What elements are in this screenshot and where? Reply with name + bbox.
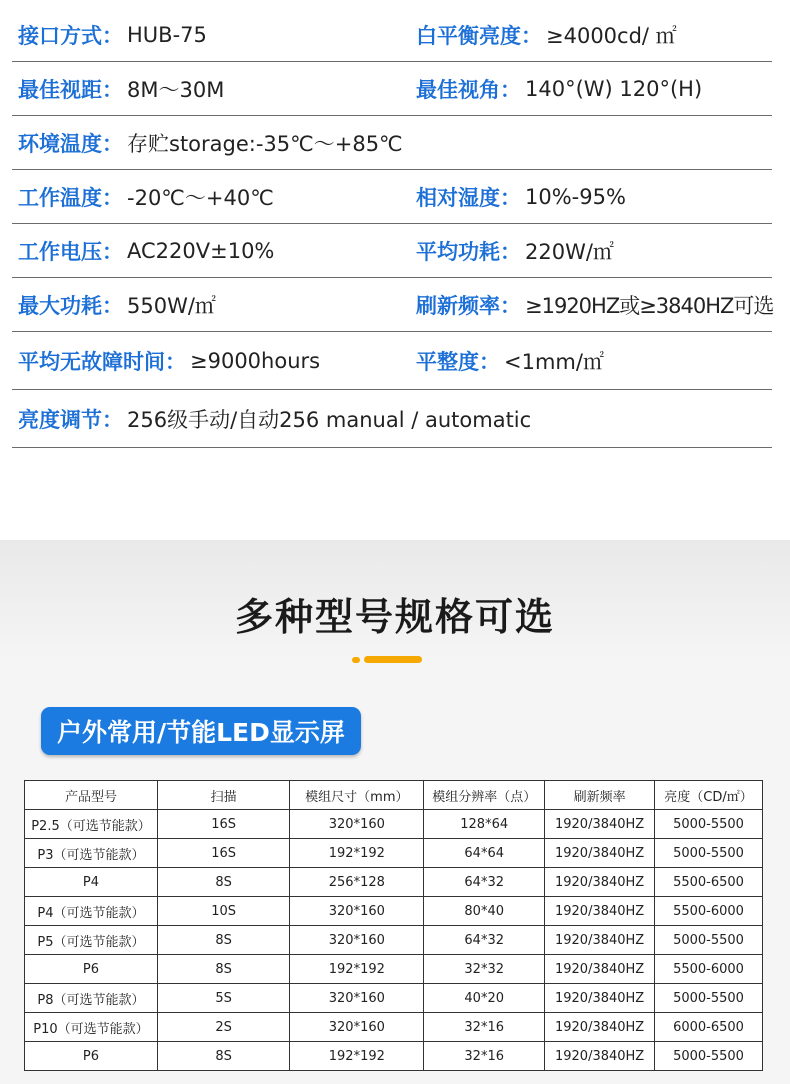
title-underline-dot xyxy=(352,657,360,663)
spec-item xyxy=(18,170,274,223)
spec-item xyxy=(18,278,216,331)
spec-value: -20℃～+40℃ xyxy=(127,185,274,210)
spec-value: 550W/㎡ xyxy=(127,293,216,318)
cell-module-size: 320*160 xyxy=(290,897,424,926)
spec-label: 平整度： xyxy=(416,349,500,374)
table-row xyxy=(25,955,763,984)
spec-row-distance xyxy=(12,62,772,116)
cell-resolution: 32*32 xyxy=(424,955,545,984)
table-row xyxy=(25,868,763,897)
cell-refresh: 1920/3840HZ xyxy=(545,810,655,839)
cell-module-size: 192*192 xyxy=(290,955,424,984)
spec-item xyxy=(416,332,604,389)
cell-model: P4（可选节能款） xyxy=(25,897,158,926)
spec-value: 140°(W) 120°(H) xyxy=(525,76,703,101)
cell-module-size: 320*160 xyxy=(290,1013,424,1042)
cell-brightness: 5000-5500 xyxy=(655,984,763,1013)
cell-brightness: 5000-5500 xyxy=(655,926,763,955)
cell-resolution: 32*16 xyxy=(424,1042,545,1071)
table-row xyxy=(25,839,763,868)
spec-item xyxy=(18,62,224,115)
cell-brightness: 5500-6000 xyxy=(655,955,763,984)
cell-refresh: 1920/3840HZ xyxy=(545,897,655,926)
cell-brightness: 6000-6500 xyxy=(655,1013,763,1042)
cell-model: P3（可选节能款） xyxy=(25,839,158,868)
spec-label: 刷新频率： xyxy=(416,293,521,318)
cell-scan: 2S xyxy=(157,1013,289,1042)
spec-row-work-temp xyxy=(12,170,772,224)
spec-item xyxy=(18,224,274,277)
cell-refresh: 1920/3840HZ xyxy=(545,926,655,955)
cell-brightness: 5000-5500 xyxy=(655,1042,763,1071)
cell-model: P6 xyxy=(25,1042,158,1071)
spec-item xyxy=(18,8,207,61)
cell-module-size: 256*128 xyxy=(290,868,424,897)
table-row xyxy=(25,897,763,926)
cell-scan: 5S xyxy=(157,984,289,1013)
spec-item xyxy=(416,224,614,277)
spec-value: AC220V±10% xyxy=(127,238,275,263)
cell-module-size: 320*160 xyxy=(290,926,424,955)
cell-module-size: 320*160 xyxy=(290,984,424,1013)
table-row xyxy=(25,1042,763,1071)
category-badge: 户外常用/节能LED显示屏 xyxy=(41,707,361,755)
spec-item xyxy=(416,278,790,331)
spec-item xyxy=(18,332,320,389)
spec-item xyxy=(416,62,702,115)
cell-brightness: 5500-6500 xyxy=(655,868,763,897)
spec-row-brightness-adjust xyxy=(12,390,772,448)
cell-scan: 8S xyxy=(157,955,289,984)
col-header-refresh: 刷新频率 xyxy=(545,781,655,810)
spec-value: 10%-95% xyxy=(525,184,626,209)
spec-item xyxy=(416,170,626,223)
cell-module-size: 192*192 xyxy=(290,839,424,868)
spec-item xyxy=(18,116,403,169)
spec-label: 最大功耗： xyxy=(18,293,123,318)
spec-label: 工作电压： xyxy=(18,239,123,264)
col-header-model: 产品型号 xyxy=(25,781,158,810)
spec-item xyxy=(18,390,531,447)
cell-refresh: 1920/3840HZ xyxy=(545,984,655,1013)
spec-value: <1mm/㎡ xyxy=(504,349,604,374)
spec-value: ≥4000cd/ ㎡ xyxy=(546,23,677,48)
spec-row-interface xyxy=(12,8,772,62)
spec-value: 256级手动/自动256 manual / automatic xyxy=(127,407,532,432)
cell-scan: 8S xyxy=(157,926,289,955)
cell-module-size: 320*160 xyxy=(290,810,424,839)
spec-label: 平均功耗： xyxy=(416,239,521,264)
cell-resolution: 128*64 xyxy=(424,810,545,839)
spec-row-environment xyxy=(12,116,772,170)
cell-scan: 8S xyxy=(157,1042,289,1071)
cell-refresh: 1920/3840HZ xyxy=(545,868,655,897)
table-row xyxy=(25,984,763,1013)
spec-item xyxy=(416,8,677,61)
cell-model: P5（可选节能款） xyxy=(25,926,158,955)
cell-resolution: 32*16 xyxy=(424,1013,545,1042)
spec-label: 白平衡亮度： xyxy=(416,23,542,48)
models-section xyxy=(0,540,790,1084)
model-spec-table xyxy=(24,780,763,1071)
cell-module-size: 192*192 xyxy=(290,1042,424,1071)
spec-value: 220W/㎡ xyxy=(525,239,614,264)
title-underline-bar xyxy=(364,656,422,663)
spec-value: 存贮storage:-35℃～+85℃ xyxy=(127,131,403,156)
cell-model: P10（可选节能款） xyxy=(25,1013,158,1042)
table-row xyxy=(25,1013,763,1042)
cell-resolution: 40*20 xyxy=(424,984,545,1013)
spec-section xyxy=(0,0,790,540)
spec-label: 亮度调节： xyxy=(18,407,123,432)
cell-model: P2.5（可选节能款） xyxy=(25,810,158,839)
cell-model: P8（可选节能款） xyxy=(25,984,158,1013)
cell-scan: 16S xyxy=(157,839,289,868)
cell-scan: 8S xyxy=(157,868,289,897)
spec-label: 相对湿度： xyxy=(416,185,521,210)
spec-label: 接口方式： xyxy=(18,23,123,48)
col-header-scan: 扫描 xyxy=(157,781,289,810)
table-row xyxy=(25,810,763,839)
spec-row-power xyxy=(12,278,772,332)
spec-label: 最佳视角： xyxy=(416,77,521,102)
col-header-brightness: 亮度（CD/㎡） xyxy=(655,781,763,810)
spec-label: 环境温度： xyxy=(18,131,123,156)
cell-brightness: 5000-5500 xyxy=(655,839,763,868)
spec-value: ≥9000hours xyxy=(190,348,321,373)
cell-brightness: 5500-6000 xyxy=(655,897,763,926)
cell-brightness: 5000-5500 xyxy=(655,810,763,839)
cell-refresh: 1920/3840HZ xyxy=(545,955,655,984)
cell-refresh: 1920/3840HZ xyxy=(545,839,655,868)
spec-value: ≥1920HZ或≥3840HZ可选 xyxy=(525,293,774,318)
cell-scan: 10S xyxy=(157,897,289,926)
cell-resolution: 64*64 xyxy=(424,839,545,868)
table-row xyxy=(25,926,763,955)
cell-resolution: 80*40 xyxy=(424,897,545,926)
cell-resolution: 64*32 xyxy=(424,868,545,897)
spec-value: HUB-75 xyxy=(127,22,207,47)
cell-resolution: 64*32 xyxy=(424,926,545,955)
table-header-row xyxy=(25,781,763,810)
spec-label: 工作温度： xyxy=(18,185,123,210)
spec-label: 最佳视距： xyxy=(18,77,123,102)
section-title: 多种型号规格可选 xyxy=(234,595,555,639)
cell-scan: 16S xyxy=(157,810,289,839)
spec-label: 平均无故障时间： xyxy=(18,349,186,374)
cell-refresh: 1920/3840HZ xyxy=(545,1042,655,1071)
cell-refresh: 1920/3840HZ xyxy=(545,1013,655,1042)
cell-model: P4 xyxy=(25,868,158,897)
spec-value: 8M～30M xyxy=(127,77,225,102)
spec-row-mtbf xyxy=(12,332,772,390)
cell-model: P6 xyxy=(25,955,158,984)
col-header-module-size: 模组尺寸（mm） xyxy=(290,781,424,810)
spec-row-voltage xyxy=(12,224,772,278)
col-header-resolution: 模组分辨率（点） xyxy=(424,781,545,810)
